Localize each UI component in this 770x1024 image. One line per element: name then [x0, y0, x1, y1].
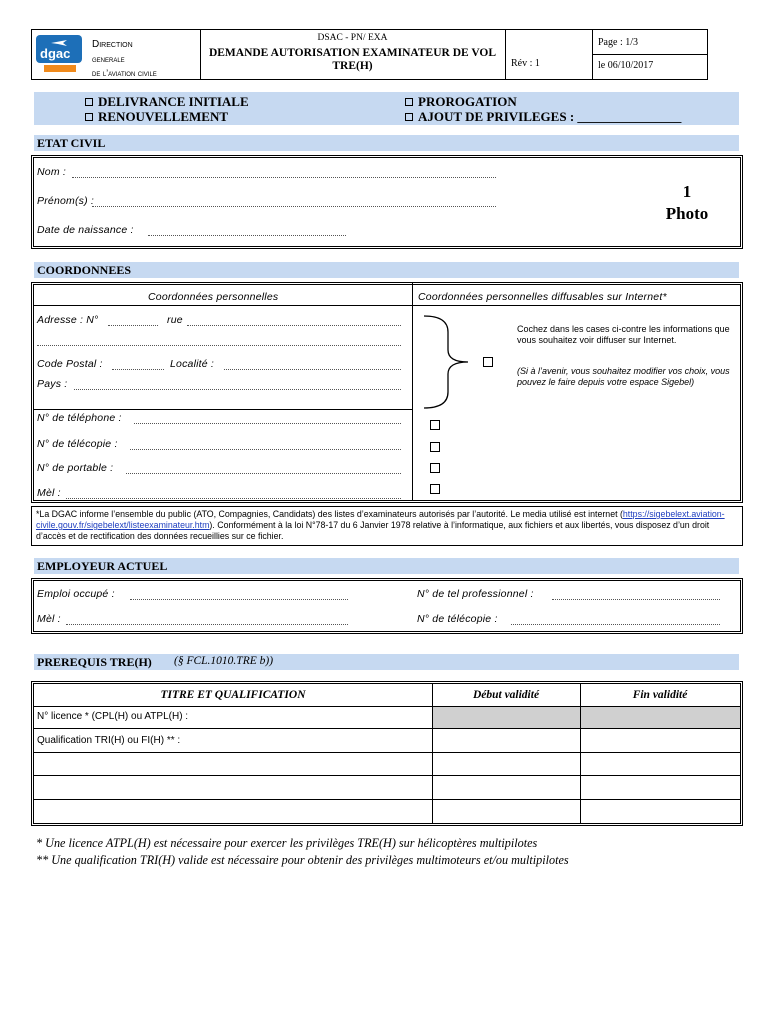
- label-nom: Nom :: [37, 166, 67, 178]
- privacy-note-link[interactable]: https://sigebelext.aviation-civile.gouv.fr/sigebelext/listeexaminateur.htm: [36, 509, 725, 530]
- checkbox-ajout[interactable]: [405, 113, 413, 121]
- col-perso: Coordonnées personnelles: [148, 291, 279, 303]
- label-portable: N° de portable :: [37, 462, 114, 474]
- telecopie-pro-field[interactable]: [511, 624, 720, 625]
- adresse-field[interactable]: [187, 325, 401, 326]
- cochez-text: Cochez dans les cases ci-contre les informations que vous souhaitez voir diffuser sur Internet.: [517, 324, 730, 345]
- date-naissance-field[interactable]: [148, 235, 346, 236]
- telephone-field[interactable]: [134, 423, 401, 424]
- row-licence: N° licence * (CPL(H) ou ATPL(H) :: [37, 711, 189, 722]
- col-debut: Début validité: [472, 689, 540, 701]
- privacy-note-text-2: ). Conformément à la loi N°78-17 du 6 Janvier 1978 relative à l’informatique, aux fichiers et aux libertés, vous disposez d’un droit d’accès et de rectification des données recueillies sur ce fichier.: [36, 520, 710, 541]
- prerequis-ref: (§ FCL.1010.TRE b)): [174, 655, 274, 667]
- doc-title-sub: TRE(H): [332, 60, 373, 72]
- label-mel-pro: Mèl :: [37, 613, 61, 625]
- col-internet: Coordonnées personnelles diffusables sur Internet*: [418, 291, 667, 303]
- curly-brace-icon: [422, 312, 482, 412]
- label-mel: Mèl :: [37, 487, 61, 499]
- portable-field[interactable]: [126, 473, 401, 474]
- mel-field[interactable]: [66, 498, 401, 499]
- label-code-postal: Code Postal :: [37, 358, 103, 370]
- checkbox-renouvellement[interactable]: [85, 113, 93, 121]
- doc-date: le 06/10/2017: [598, 60, 654, 71]
- prenom-field[interactable]: [92, 206, 496, 207]
- label-localite: Localité :: [170, 358, 215, 370]
- direction-line1: Direction: [92, 39, 133, 50]
- checkbox-telephone[interactable]: [430, 420, 440, 430]
- label-telecopie: N° de télécopie :: [37, 438, 118, 450]
- label-emploi: Emploi occupé :: [37, 588, 115, 600]
- direction-line3: de l’aviation civile: [92, 68, 157, 78]
- checkbox-portable[interactable]: [430, 463, 440, 473]
- page-number: Page : 1/3: [598, 37, 638, 48]
- pays-field[interactable]: [74, 389, 401, 390]
- avenir-text: (Si à l’avenir, vous souhaitez modifier vos choix, vous pouvez le faire depuis votre espace Sigebel): [517, 366, 730, 387]
- localite-field[interactable]: [224, 369, 401, 370]
- adresse-field-2[interactable]: [37, 345, 401, 346]
- label-pays: Pays :: [37, 378, 68, 390]
- checkbox-adresse-internet[interactable]: [483, 357, 493, 367]
- label-rue: rue: [167, 314, 183, 326]
- telecopie-field[interactable]: [130, 449, 401, 450]
- mel-pro-field[interactable]: [66, 624, 348, 625]
- doc-title: DEMANDE AUTORISATION EXAMINATEUR DE VOL: [208, 47, 497, 59]
- tel-pro-field[interactable]: [552, 599, 720, 600]
- direction-line2: generale: [92, 54, 125, 64]
- checkbox-delivrance[interactable]: [85, 98, 93, 106]
- label-telephone: N° de téléphone :: [37, 412, 122, 424]
- row-qualification: Qualification TRI(H) ou FI(H) ** :: [37, 735, 181, 746]
- option-renouvellement[interactable]: RENOUVELLEMENT: [85, 109, 228, 125]
- label-date-naissance: Date de naissance :: [37, 224, 134, 236]
- section-etat-civil: ETAT CIVIL: [37, 136, 106, 150]
- checkbox-prorogation[interactable]: [405, 98, 413, 106]
- col-fin: Fin validité: [632, 689, 688, 701]
- logo-text: dgac: [40, 46, 71, 61]
- employeur-box: [31, 578, 743, 634]
- dgac-logo: [36, 35, 82, 73]
- section-employeur: EMPLOYEUR ACTUEL: [37, 559, 168, 573]
- checkbox-telecopie[interactable]: [430, 442, 440, 452]
- label-adresse: Adresse : N°: [37, 314, 99, 326]
- label-tel-pro: N° de tel professionnel :: [417, 588, 534, 600]
- code-postal-field[interactable]: [112, 369, 164, 370]
- grey-cell-debut: [433, 706, 580, 728]
- prerequis-table: [31, 681, 743, 826]
- photo-number: 1: [682, 182, 692, 201]
- grey-cell-fin: [581, 706, 740, 728]
- privacy-note-text-1: *La DGAC informe l’ensemble du public (ATO, Compagnies, Candidats) des listes d’examinateurs autorisés par l’autorité. Le media utilisé est internet (: [36, 509, 623, 519]
- section-prerequis: PREREQUIS TRE(H): [37, 655, 152, 669]
- revision: Rév : 1: [511, 58, 540, 69]
- doc-ref: DSAC - PN/ EXA: [317, 33, 388, 43]
- emploi-field[interactable]: [130, 599, 348, 600]
- photo-label: Photo: [665, 204, 709, 223]
- label-telecopie-pro: N° de télécopie :: [417, 613, 498, 625]
- label-prenom: Prénom(s) :: [37, 195, 95, 207]
- section-coordonnees: COORDONNEES: [37, 263, 132, 277]
- option-prorogation[interactable]: PROROGATION: [405, 94, 517, 110]
- col-titre: TITRE ET QUALIFICATION: [160, 689, 306, 701]
- footnote-2: ** Une qualification TRI(H) valide est nécessaire pour obtenir des privilèges multimoteurs et/ou multipilotes: [36, 853, 569, 867]
- nom-field[interactable]: [72, 177, 496, 178]
- coordonnees-box: [31, 282, 743, 503]
- checkbox-mel[interactable]: [430, 484, 440, 494]
- etat-civil-box: [31, 155, 743, 249]
- option-ajout[interactable]: AJOUT DE PRIVILEGES : ________________: [405, 109, 681, 125]
- footnote-1: * Une licence ATPL(H) est nécessaire pour exercer les privilèges TRE(H) sur hélicoptères multipilotes: [36, 836, 538, 850]
- option-delivrance[interactable]: DELIVRANCE INITIALE: [85, 94, 249, 110]
